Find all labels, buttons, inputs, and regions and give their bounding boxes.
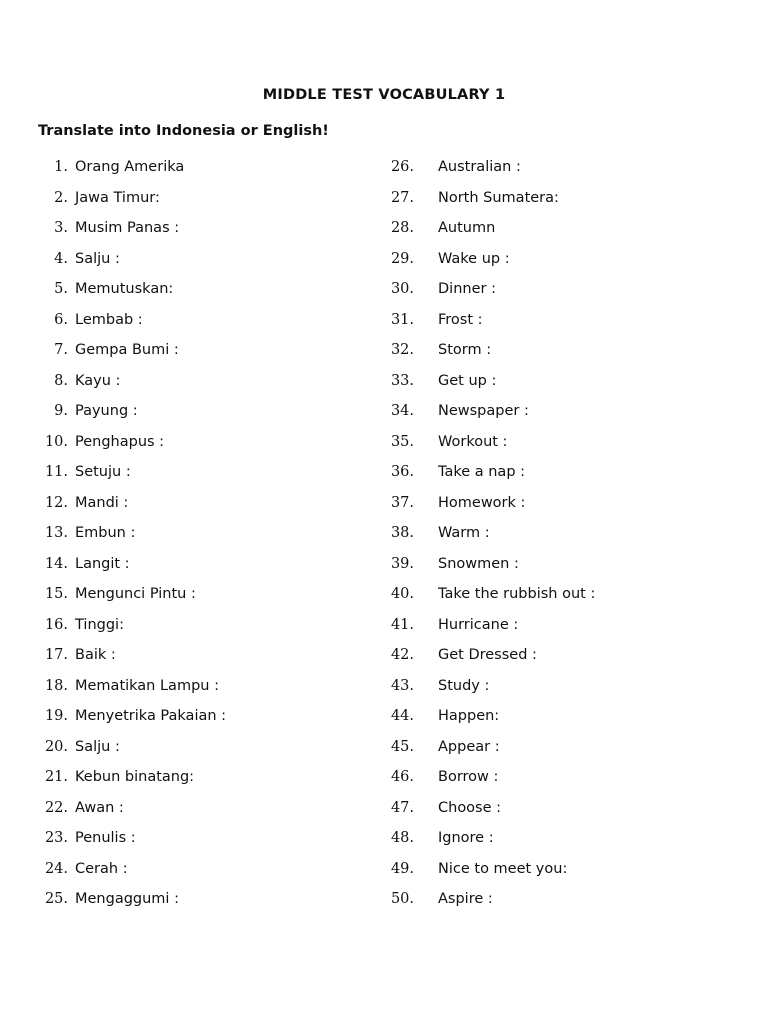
vocabulary-item <box>386 523 726 554</box>
item-number: 15. <box>44 586 68 602</box>
item-number: 38. <box>390 525 414 541</box>
item-word: Kebun binatang: <box>75 769 195 785</box>
vocabulary-item <box>386 859 726 890</box>
item-word: Orang Amerika <box>75 159 185 175</box>
item-word: Menyetrika Pakaian : <box>75 708 227 724</box>
item-number: 9. <box>54 403 68 419</box>
item-word: Gempa Bumi : <box>75 342 179 358</box>
item-number: 26. <box>390 159 414 175</box>
vocabulary-item <box>38 371 358 402</box>
item-number: 41. <box>390 616 414 633</box>
item-number: 27. <box>390 189 414 206</box>
item-word: Mengaggumi : <box>75 891 179 907</box>
item-number: 39. <box>390 555 414 572</box>
item-number: 24. <box>44 860 68 877</box>
item-word: Mengunci Pintu : <box>75 586 196 602</box>
item-number: 49. <box>390 860 414 877</box>
item-word: Study : <box>438 677 490 694</box>
vocabulary-item <box>38 767 358 798</box>
item-word: Tinggi: <box>75 616 124 633</box>
vocabulary-item <box>38 706 358 737</box>
item-number: 30. <box>390 281 414 297</box>
item-word: Setuju : <box>75 464 131 480</box>
item-word: Get up : <box>438 372 497 389</box>
item-number: 14. <box>44 555 68 572</box>
item-number: 17. <box>44 647 68 663</box>
item-word: Hurricane : <box>438 616 519 633</box>
item-word: Storm : <box>438 342 492 358</box>
vocabulary-item <box>38 340 358 371</box>
item-number: 46. <box>390 769 414 785</box>
vocabulary-item <box>38 401 358 432</box>
vocabulary-item <box>38 432 358 463</box>
vocabulary-item <box>38 859 358 890</box>
item-word: Salju : <box>75 250 120 267</box>
item-word: Get Dressed : <box>438 647 537 663</box>
item-word: Embun : <box>75 525 136 541</box>
item-word: Take a nap : <box>438 464 526 480</box>
item-word: Mandi : <box>75 494 129 511</box>
item-number: 33. <box>390 372 414 389</box>
item-word: Snowmen : <box>438 555 519 572</box>
item-word: Salju : <box>75 738 120 755</box>
vocabulary-item <box>386 218 726 249</box>
vocabulary-item <box>386 462 726 493</box>
item-number: 19. <box>44 708 68 724</box>
vocabulary-item <box>38 310 358 341</box>
vocabulary-item <box>38 889 358 920</box>
item-number: 8. <box>54 372 68 389</box>
vocabulary-item <box>386 828 726 859</box>
vocabulary-item <box>38 584 358 615</box>
item-word: Warm : <box>438 525 490 541</box>
vocabulary-item <box>386 889 726 920</box>
item-word: Langit : <box>75 555 130 572</box>
item-number: 40. <box>390 586 414 602</box>
item-number: 13. <box>44 525 68 541</box>
vocabulary-item <box>386 371 726 402</box>
item-word: Baik : <box>75 647 116 663</box>
vocabulary-item <box>38 493 358 524</box>
item-number: 4. <box>54 250 68 267</box>
item-number: 34. <box>390 403 414 419</box>
item-number: 21. <box>44 769 68 785</box>
item-word: Take the rubbish out : <box>438 586 596 602</box>
vocabulary-item <box>386 401 726 432</box>
vocabulary-item <box>38 279 358 310</box>
item-number: 12. <box>44 494 68 511</box>
item-word: Cerah : <box>75 860 128 877</box>
item-number: 47. <box>390 799 414 816</box>
vocabulary-item <box>38 828 358 859</box>
vocabulary-item <box>38 798 358 829</box>
item-word: Dinner : <box>438 281 496 297</box>
vocabulary-item <box>38 462 358 493</box>
item-word: Australian : <box>438 159 521 175</box>
instruction-text: Translate into Indonesia or English! <box>38 123 329 139</box>
item-number: 16. <box>44 616 68 633</box>
vocabulary-item <box>386 249 726 280</box>
vocabulary-item <box>386 432 726 463</box>
vocabulary-item <box>38 249 358 280</box>
item-number: 25. <box>44 891 68 907</box>
vocabulary-item <box>386 767 726 798</box>
item-word: Wake up : <box>438 250 510 267</box>
item-word: Autumn <box>438 220 496 236</box>
item-word: Lembab : <box>75 311 143 328</box>
item-number: 43. <box>390 677 414 694</box>
item-number: 42. <box>390 647 414 663</box>
item-word: Penghapus : <box>75 433 165 450</box>
vocabulary-list-right <box>386 157 726 920</box>
item-number: 44. <box>390 708 414 724</box>
vocabulary-item <box>38 737 358 768</box>
item-word: Borrow : <box>438 769 499 785</box>
item-number: 29. <box>390 250 414 267</box>
item-number: 28. <box>390 220 414 236</box>
vocabulary-item <box>386 157 726 188</box>
vocabulary-item <box>386 279 726 310</box>
vocabulary-item <box>386 737 726 768</box>
vocabulary-item <box>38 676 358 707</box>
item-number: 5. <box>54 281 68 297</box>
item-word: Payung : <box>75 403 138 419</box>
item-number: 35. <box>390 433 414 450</box>
item-number: 18. <box>44 677 68 694</box>
item-number: 10. <box>44 433 68 450</box>
item-number: 22. <box>44 799 68 816</box>
vocabulary-item <box>38 615 358 646</box>
item-number: 37. <box>390 494 414 511</box>
item-number: 3. <box>54 220 68 236</box>
item-word: Appear : <box>438 738 500 755</box>
item-number: 1. <box>54 159 68 175</box>
item-number: 11. <box>44 464 68 480</box>
item-word: Newspaper : <box>438 403 529 419</box>
item-number: 20. <box>44 738 68 755</box>
item-word: Penulis : <box>75 830 136 846</box>
vocabulary-item <box>38 645 358 676</box>
item-word: Ignore : <box>438 830 494 846</box>
document-title: MIDDLE TEST VOCABULARY 1 <box>262 87 506 103</box>
item-word: Frost : <box>438 311 483 328</box>
vocabulary-item <box>386 706 726 737</box>
item-word: Mematikan Lampu : <box>75 677 219 694</box>
vocabulary-item <box>386 188 726 219</box>
item-number: 6. <box>54 311 68 328</box>
item-word: Musim Panas : <box>75 220 180 236</box>
vocabulary-item <box>38 157 358 188</box>
vocabulary-item <box>38 218 358 249</box>
vocabulary-list-left <box>38 157 358 920</box>
vocabulary-item <box>386 798 726 829</box>
item-word: North Sumatera: <box>438 189 559 206</box>
item-word: Homework : <box>438 494 526 511</box>
item-word: Aspire : <box>438 891 493 907</box>
vocabulary-item <box>386 554 726 585</box>
vocabulary-item <box>386 310 726 341</box>
item-number: 50. <box>390 891 414 907</box>
item-number: 31. <box>390 311 414 328</box>
vocabulary-item <box>38 188 358 219</box>
vocabulary-item <box>386 493 726 524</box>
item-word: Choose : <box>438 799 502 816</box>
item-number: 7. <box>54 342 68 358</box>
item-number: 48. <box>390 830 414 846</box>
item-number: 23. <box>44 830 68 846</box>
item-number: 36. <box>390 464 414 480</box>
vocabulary-item <box>386 615 726 646</box>
item-word: Awan : <box>75 799 124 816</box>
item-word: Jawa Timur: <box>75 189 160 206</box>
item-number: 45. <box>390 738 414 755</box>
vocabulary-item <box>38 554 358 585</box>
item-word: Happen: <box>438 708 500 724</box>
item-word: Kayu : <box>75 372 121 389</box>
vocabulary-item <box>38 523 358 554</box>
item-word: Workout : <box>438 433 508 450</box>
item-word: Memutuskan: <box>75 281 174 297</box>
item-word: Nice to meet you: <box>438 860 568 877</box>
vocabulary-item <box>386 645 726 676</box>
item-number: 2. <box>54 189 68 206</box>
vocabulary-item <box>386 340 726 371</box>
vocabulary-item <box>386 584 726 615</box>
item-number: 32. <box>390 342 414 358</box>
vocabulary-item <box>386 676 726 707</box>
